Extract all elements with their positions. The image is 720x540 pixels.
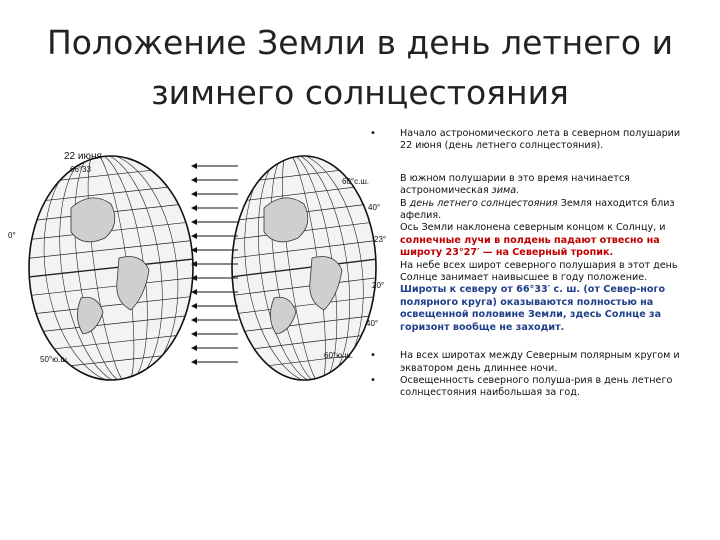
detail-block [368,173,688,334]
bullet-marker: • [370,374,376,386]
date-label: 22 июня [64,151,102,162]
paragraph-axis-tilt [400,222,688,259]
p2-italic: зима. [491,185,520,197]
right-globe [222,150,386,391]
p3-text-a: В [400,197,410,209]
bullet-marker: • [370,350,376,362]
bullet-marker: • [370,128,376,139]
globes-svg [6,150,386,530]
right-label-south: 60°ю.ш. [324,351,353,360]
right-label-40n: 40° [368,203,381,212]
slide-title [20,18,700,118]
p2-text: В южном полушарии в это время начинается астрономическая [400,172,630,197]
paragraph-southern-winter [400,173,688,198]
p3-text-c: Земля находится близ афелия. [400,197,675,222]
sun-rays [192,166,238,362]
paragraph-illumination: Освещенность северного полуша-рия в день летнего солнцестояния наибольшая за год. [400,374,673,399]
bullet-item-2 [368,350,688,375]
p3-italic: день летнего солнцестояния [409,197,558,209]
right-globe-landmass [264,198,308,242]
paragraph-aphelion [400,198,688,223]
left-label-equator: 0° [8,231,16,240]
paragraph-polar-day: Широты к северу от 66°33′ с. ш. (от Север-ного полярного круга) оказываются полностью на освещенной половине Земли, здесь Солнце за горизонт вообще не заходит. [400,284,666,333]
solstice-globes-figure [6,150,386,530]
bullet-item-1 [368,128,688,153]
paragraph-day-longer: На всех широтах между Северным полярным кругом и экватором день длиннее ночи. [400,350,680,374]
p4-highlight: солнечные лучи в полдень падают отвесно на широту 23°27′ — на Северный тропик. [400,234,660,259]
left-label-arctic: 66°33 [70,165,91,174]
text-column [368,128,688,400]
p4-text: Ось Земли наклонена северным концом к Солнцу, и [400,222,666,234]
right-label-20s: 20° [372,281,385,290]
paragraph-summer-start: Начало астрономического лета в северном полушарии 22 июня (день летнего солнцестояния). [400,128,681,152]
right-label-40s: 40° [366,319,379,328]
right-label-north: 60°с.ш. [342,177,369,186]
paragraph-sun-height: На небе всех широт северного полушария в этот день Солнце занимает наивысшее в году положение. [400,259,678,284]
right-label-tropic: 23° [374,235,386,244]
left-globe-landmass [71,198,115,242]
left-label-south: 50°ю.ш. [40,355,69,364]
bullet-item-3 [368,375,688,400]
title-line-1: Положение Земли в день летнего и [46,23,674,62]
title-line-2: зимнего солнцестояния [151,73,569,112]
